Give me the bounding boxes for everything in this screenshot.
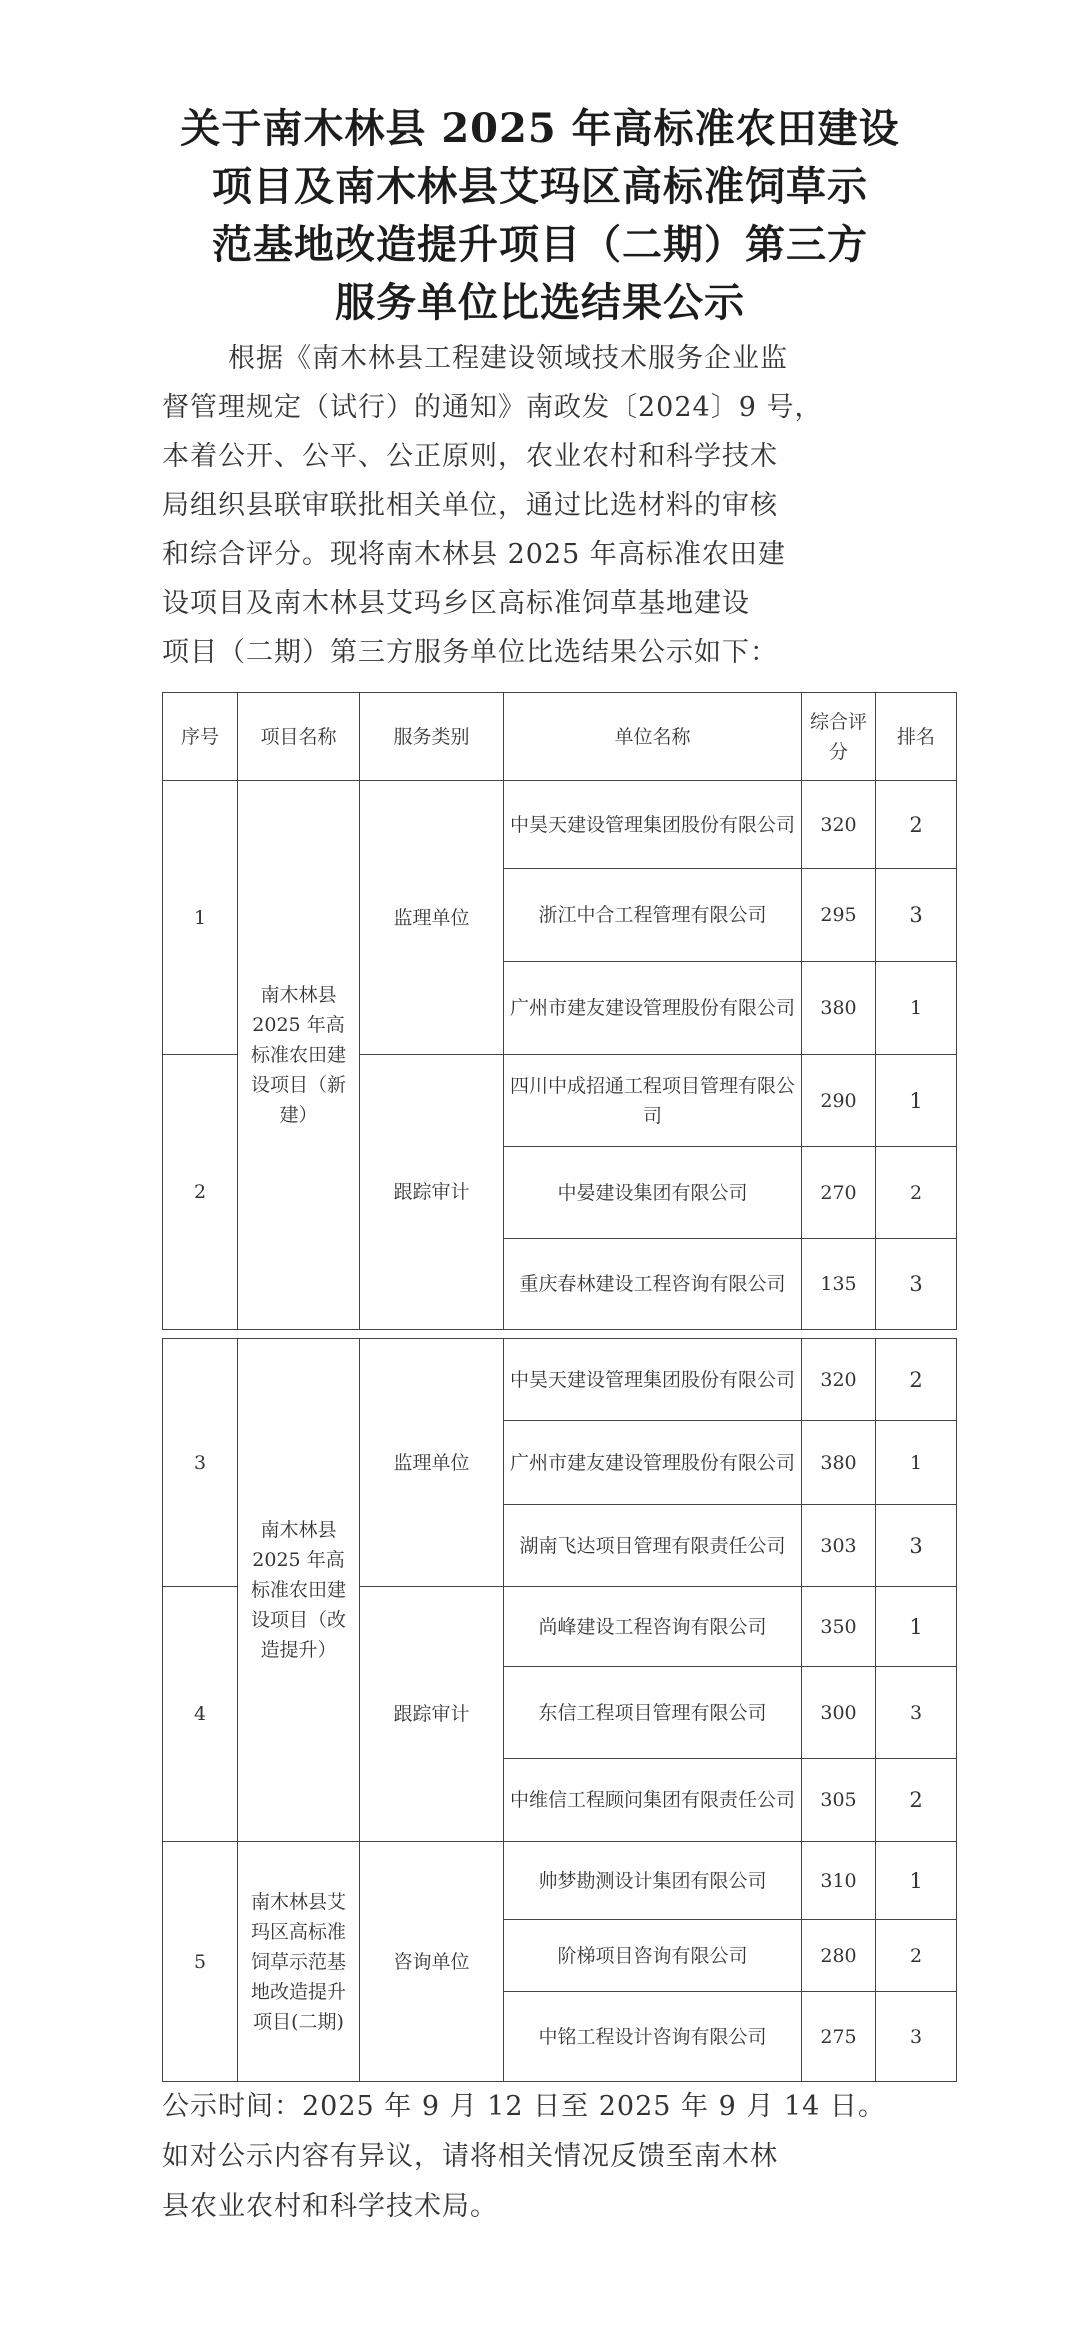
score-cell: 295 xyxy=(802,869,876,962)
document-title xyxy=(140,100,940,332)
rank-cell: 2 xyxy=(876,1920,957,1992)
unit-cell: 尚峰建设工程咨询有限公司 xyxy=(504,1587,802,1667)
score-cell: 320 xyxy=(802,1339,876,1421)
header-score: 综合评分 xyxy=(802,693,876,781)
score-cell: 303 xyxy=(802,1505,876,1587)
score-cell: 300 xyxy=(802,1667,876,1759)
notice-footer xyxy=(162,2082,942,2232)
intro-line: 根据《南木林县工程建设领域技术服务企业监 xyxy=(228,343,788,374)
unit-cell: 广州市建友建设管理股份有限公司 xyxy=(504,962,802,1055)
rank-cell: 1 xyxy=(876,962,957,1055)
unit-cell: 重庆春林建设工程咨询有限公司 xyxy=(504,1239,802,1330)
unit-cell: 浙江中合工程管理有限公司 xyxy=(504,869,802,962)
unit-cell: 中晏建设集团有限公司 xyxy=(504,1147,802,1239)
title-line: 服务单位比选结果公示 xyxy=(335,279,745,326)
seq-cell: 1 xyxy=(163,781,238,1055)
title-line: 范基地改造提升项目（二期）第三方 xyxy=(212,221,868,268)
rank-cell: 2 xyxy=(876,1759,957,1842)
project-cell: 南木林县 2025 年高标准农田建设项目（改造提升） xyxy=(238,1339,360,1842)
score-cell: 135 xyxy=(802,1239,876,1330)
rank-cell: 1 xyxy=(876,1055,957,1147)
rank-cell: 1 xyxy=(876,1842,957,1920)
header-project: 项目名称 xyxy=(238,693,360,781)
title-line: 关于南木林县 2025 年高标准农田建设 xyxy=(180,105,900,152)
unit-cell: 广州市建友建设管理股份有限公司 xyxy=(504,1421,802,1505)
service-cell: 跟踪审计 xyxy=(360,1587,504,1842)
rank-cell: 2 xyxy=(876,781,957,869)
score-cell: 290 xyxy=(802,1055,876,1147)
intro-line: 督管理规定（试行）的通知》南政发〔2024〕9 号， xyxy=(162,392,823,423)
footer-line: 如对公示内容有异议，请将相关情况反馈至南木林 xyxy=(162,2141,778,2172)
results-table-2 xyxy=(162,1338,957,2082)
rank-cell: 1 xyxy=(876,1587,957,1667)
intro-paragraph xyxy=(162,334,922,677)
service-cell: 咨询单位 xyxy=(360,1842,504,2082)
rank-cell: 3 xyxy=(876,1992,957,2082)
service-cell: 监理单位 xyxy=(360,1339,504,1587)
table-header-row xyxy=(163,693,957,781)
rank-cell: 3 xyxy=(876,1239,957,1330)
rank-cell: 3 xyxy=(876,869,957,962)
unit-cell: 帅梦勘测设计集团有限公司 xyxy=(504,1842,802,1920)
header-rank: 排名 xyxy=(876,693,957,781)
score-cell: 380 xyxy=(802,962,876,1055)
rank-cell: 3 xyxy=(876,1667,957,1759)
header-unit: 单位名称 xyxy=(504,693,802,781)
score-cell: 310 xyxy=(802,1842,876,1920)
unit-cell: 四川中成招通工程项目管理有限公司 xyxy=(504,1055,802,1147)
intro-line: 局组织县联审联批相关单位，通过比选材料的审核 xyxy=(162,490,778,521)
score-cell: 280 xyxy=(802,1920,876,1992)
service-cell: 跟踪审计 xyxy=(360,1055,504,1330)
table-row xyxy=(163,781,957,869)
unit-cell: 湖南飞达项目管理有限责任公司 xyxy=(504,1505,802,1587)
seq-cell: 4 xyxy=(163,1587,238,1842)
score-cell: 350 xyxy=(802,1587,876,1667)
unit-cell: 中昊天建设管理集团股份有限公司 xyxy=(504,781,802,869)
project-cell: 南木林县 2025 年高标准农田建设项目（新建） xyxy=(238,781,360,1330)
seq-cell: 5 xyxy=(163,1842,238,2082)
unit-cell: 中铭工程设计咨询有限公司 xyxy=(504,1992,802,2082)
score-cell: 275 xyxy=(802,1992,876,2082)
unit-cell: 阶梯项目咨询有限公司 xyxy=(504,1920,802,1992)
score-cell: 305 xyxy=(802,1759,876,1842)
project-cell: 南木林县艾玛区高标准饲草示范基地改造提升项目(二期) xyxy=(238,1842,360,2082)
score-cell: 270 xyxy=(802,1147,876,1239)
rank-cell: 2 xyxy=(876,1147,957,1239)
footer-line: 公示时间：2025 年 9 月 12 日至 2025 年 9 月 14 日。 xyxy=(162,2091,886,2122)
title-line: 项目及南木林县艾玛区高标准饲草示 xyxy=(212,163,868,210)
intro-line: 设项目及南木林县艾玛乡区高标准饲草基地建设 xyxy=(162,588,750,619)
seq-cell: 2 xyxy=(163,1055,238,1330)
intro-line: 和综合评分。现将南木林县 2025 年高标准农田建 xyxy=(162,539,786,570)
seq-cell: 3 xyxy=(163,1339,238,1587)
rank-cell: 3 xyxy=(876,1505,957,1587)
rank-cell: 1 xyxy=(876,1421,957,1505)
score-cell: 380 xyxy=(802,1421,876,1505)
header-seq: 序号 xyxy=(163,693,238,781)
score-cell: 320 xyxy=(802,781,876,869)
intro-line: 项目（二期）第三方服务单位比选结果公示如下： xyxy=(162,637,778,668)
table-row xyxy=(163,1842,957,1920)
footer-line: 县农业农村和科学技术局。 xyxy=(162,2191,498,2222)
unit-cell: 中维信工程顾问集团有限责任公司 xyxy=(504,1759,802,1842)
header-service: 服务类别 xyxy=(360,693,504,781)
service-cell: 监理单位 xyxy=(360,781,504,1055)
rank-cell: 2 xyxy=(876,1339,957,1421)
unit-cell: 中昊天建设管理集团股份有限公司 xyxy=(504,1339,802,1421)
intro-line: 本着公开、公平、公正原则，农业农村和科学技术 xyxy=(162,441,778,472)
results-table-1 xyxy=(162,692,957,1330)
unit-cell: 东信工程项目管理有限公司 xyxy=(504,1667,802,1759)
table-row xyxy=(163,1339,957,1421)
